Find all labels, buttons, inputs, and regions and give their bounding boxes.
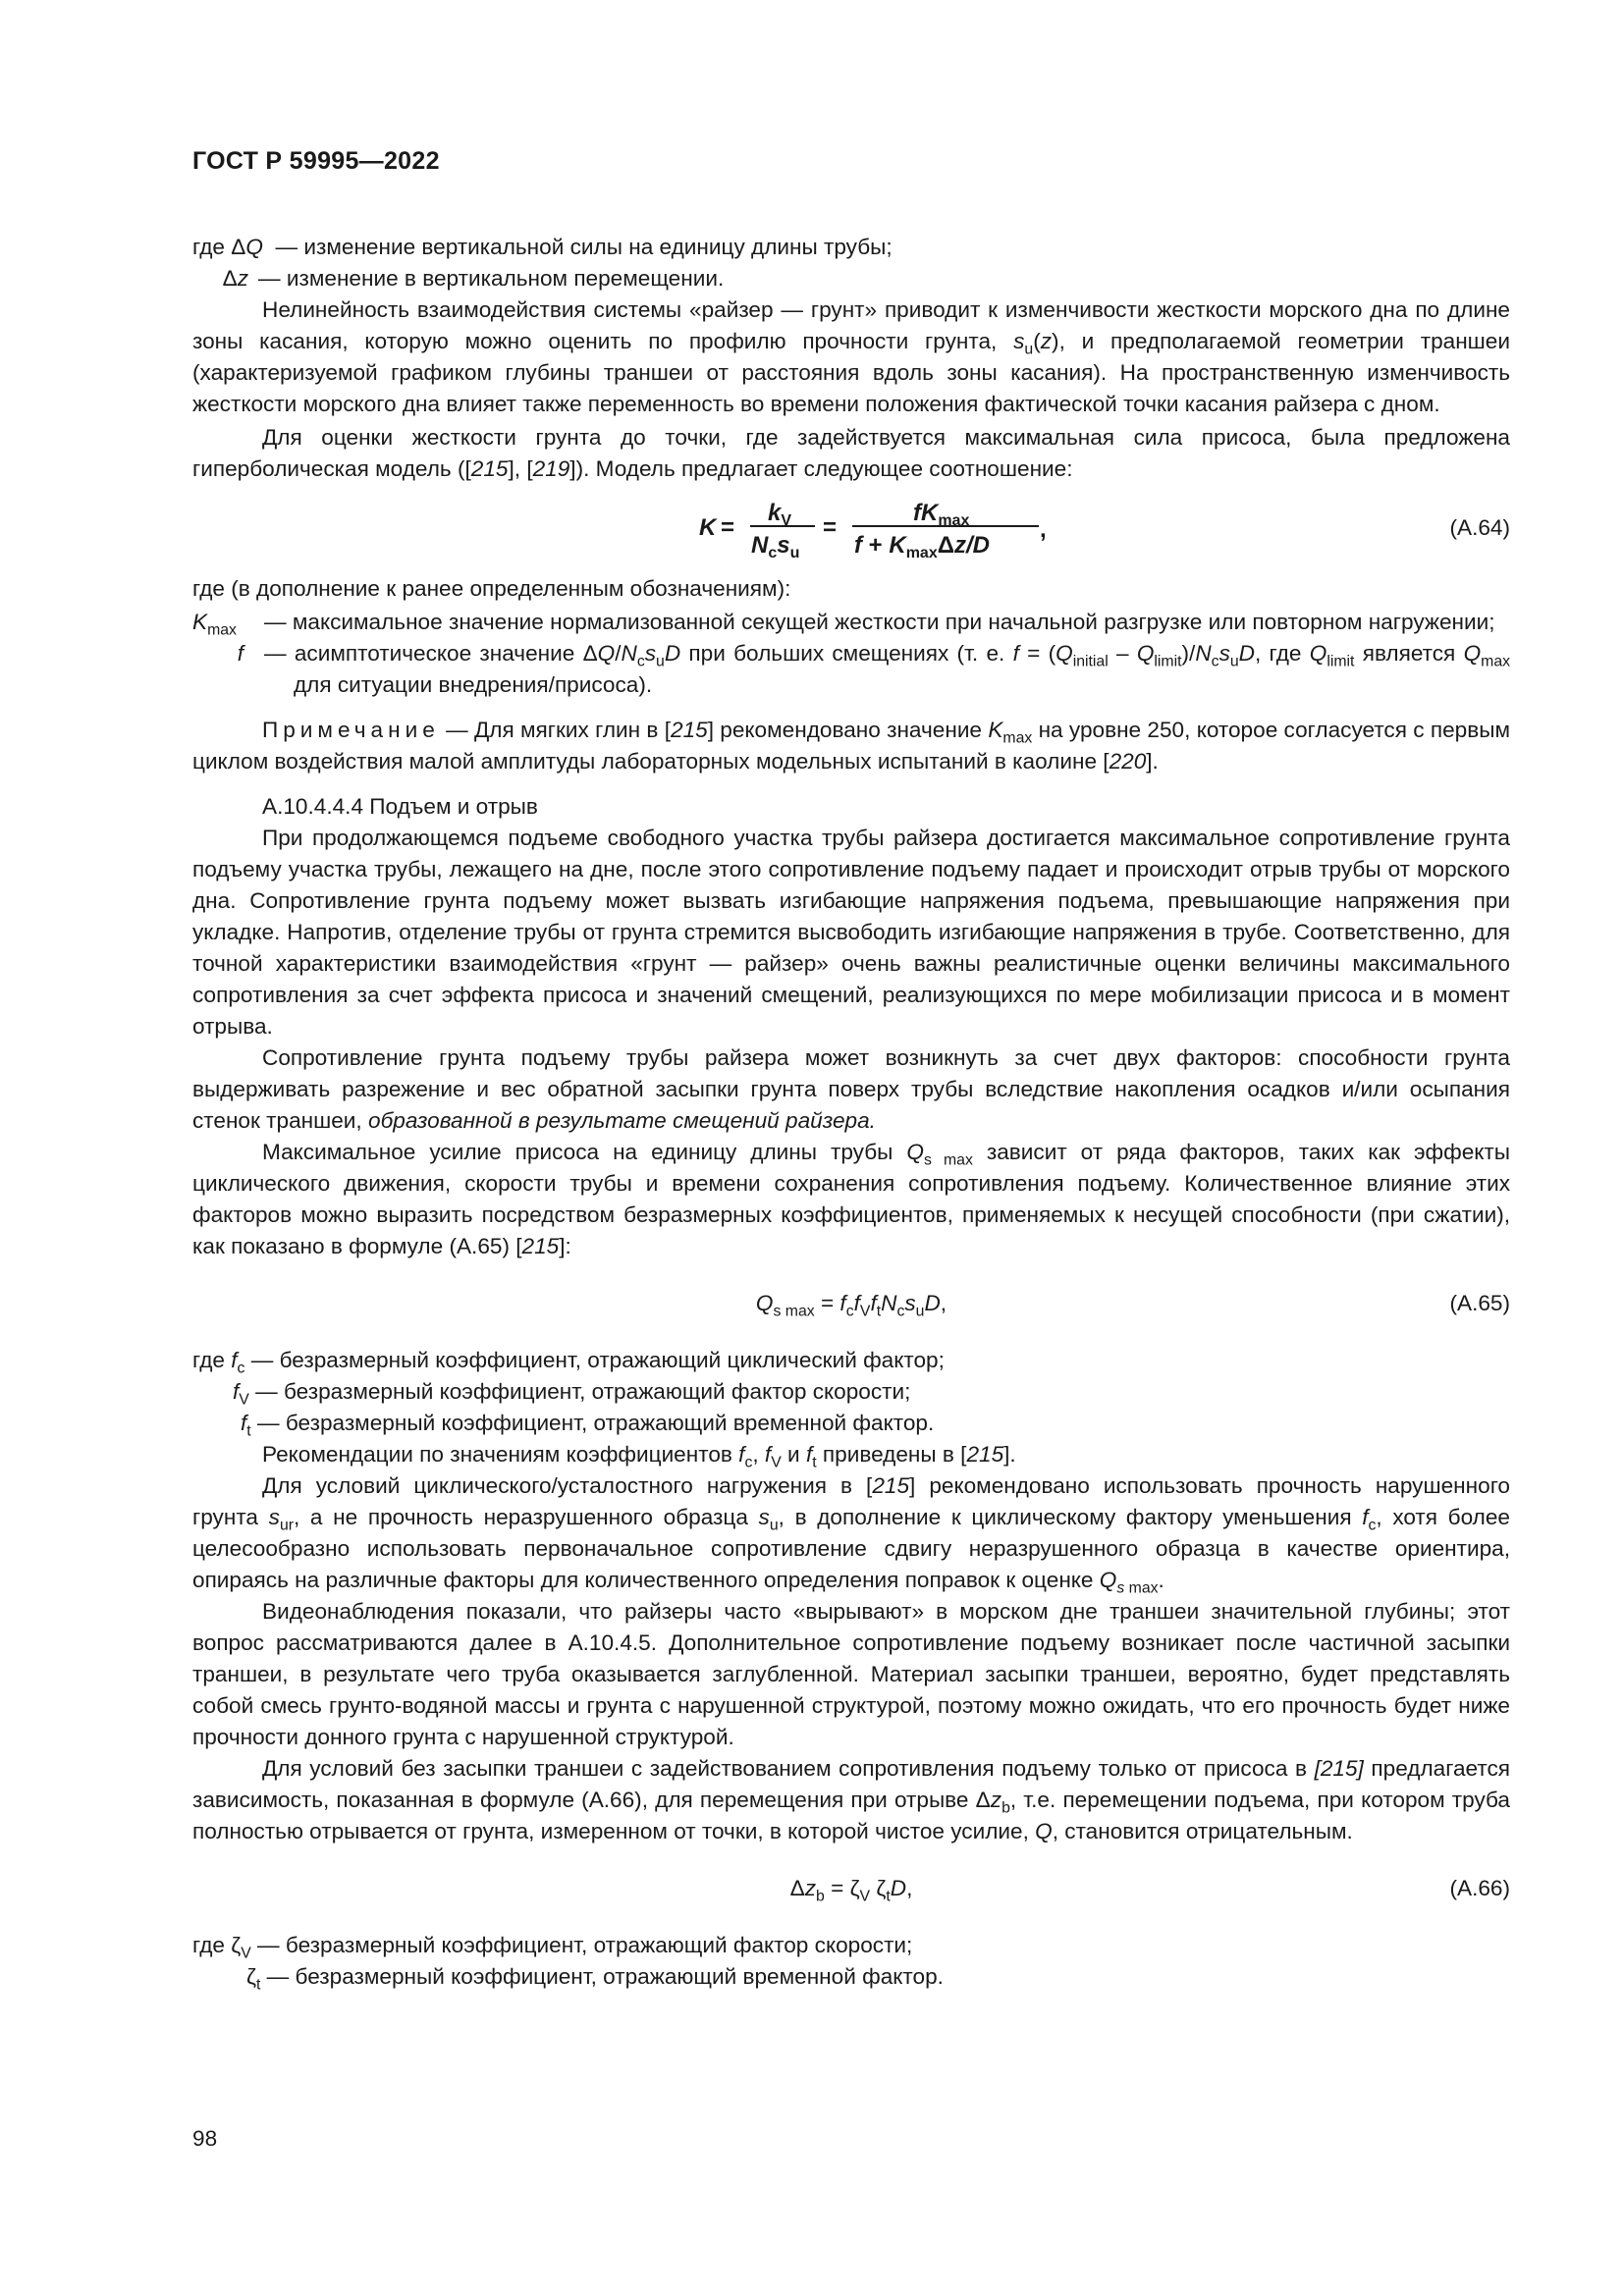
paragraph-cyclic-loading: Для условий циклического/усталостного нагружения в [215] рекомендовано использовать прочность нарушенного грунта $s_{ur}$, а не прочность неразрушенного образца $s_u$, в дополнение к циклическому фактору уменьшения $f_c$, хотя более целесообразно использовать первоначальное сопротивление сдвигу неразрушенного образца в качестве ориентира, опираясь на различные факторы для количественного определения поправок к оценке $Q_{s max}$. — [192, 1473, 1510, 1597]
formula-a65 — [192, 1272, 1510, 1333]
definition-ft: $f_t$ — безразмерный коэффициент, отражающий временной фактор. — [241, 1411, 935, 1440]
svg-text:kV: $k_V$ — [768, 500, 792, 529]
note-label: Примечание — [262, 718, 440, 742]
formula-a66 — [192, 1857, 1510, 1918]
formula-a66-expression: $\Delta z_b = \zeta_V$ $\zeta_tD$, — [789, 1876, 913, 1905]
term-delta-q: где ΔQ — [192, 235, 263, 259]
definition-delta-q: где ΔQ — изменение вертикальной силы на единицу длины трубы; — [192, 235, 893, 259]
formula-a65-number: (А.65) — [1449, 1291, 1510, 1315]
section-title: А.10.4.4.4 Подъем и отрыв — [262, 794, 538, 819]
paragraph-no-backfill: Для условий без засыпки траншеи с задействованием сопротивления подъему только от присоса в [215] предлагается зависимость, показанная в формуле (А.66), для перемещения при отрыве $\Delta z_b$, т.е. перемещении подъема, при котором труба полностью отрывается от грунта, измеренном от точки, в которой чистое усилие, Q, становится отрицательным. — [192, 1756, 1510, 1843]
document-body — [192, 232, 1510, 1993]
formula-a66-number: (А.66) — [1449, 1876, 1510, 1900]
paragraph-recommendations: Рекомендации по значениям коэффициентов $f_c$, $f_V$ и $f_t$ приведены в [215]. — [262, 1442, 1016, 1471]
note-soft-clay: Примечание — Для мягких глин в [215] рекомендовано значение $K_{max}$ на уровне 250, которое согласуется с первым циклом воздействия малой амплитуды лабораторных модельных испытаний в каолине [220]. — [192, 718, 1510, 774]
term-f: f — [237, 641, 244, 666]
paragraph-video-observations: Видеонаблюдения показали, что райзеры часто «вырывают» в морском дне траншеи значительной глубины; этот вопрос рассматриваются далее в А.10.4.5. Дополнительное сопротивление подъему возникает после частичной засыпки траншеи, в результате чего труба оказывается заглубленной. Материал засыпки траншеи, вероятно, будет представлять собой смесь грунто-водяной массы и грунта с нарушенной структурой, поэтому можно ожидать, что его прочность будет ниже прочности донного грунта с нарушенной структурой. — [192, 1599, 1510, 1749]
svg-text:Ncsu: $N_cs_u$ — [751, 532, 800, 560]
definitions-intro: где (в дополнение к ранее определенным обозначениям): — [192, 576, 791, 601]
paragraph-suction-force: Максимальное усилие присоса на единицу длины трубы $Q_{s max}$ зависит от ряда факторов, таких как эффекты циклического движения, скорости трубы и времени сохранения сопротивления подъему. Количественное влияние этих факторов можно выразить посредством безразмерных коэффициентов, применяемых к несущей способности (при сжатии), как показано в формуле (А.65) [215]: — [192, 1140, 1511, 1258]
term-delta-z: Δz — [222, 266, 248, 291]
document-header: ГОСТ Р 59995—2022 — [192, 147, 440, 175]
definition-zeta-t: $\zeta_t$ — безразмерный коэффициент, отражающий временной фактор. — [246, 1964, 944, 1994]
definition-delta-z: Δz — изменение в вертикальном перемещении. — [192, 263, 1510, 294]
page-number: 98 — [192, 2126, 218, 2151]
definition-fv: $f_V$ — безразмерный коэффициент, отражающий фактор скорости; — [233, 1379, 911, 1409]
svg-text:=: = — [823, 514, 838, 541]
term-kmax: $K_{max}$ — [192, 610, 237, 639]
formula-a64-number: (А.64) — [1449, 515, 1510, 540]
definition-fc: где $f_c$ — безразмерный коэффициент, отражающий циклический фактор; — [192, 1348, 945, 1377]
svg-text:=: = — [721, 514, 735, 541]
paragraph-hyperbolic-model: Для оценки жесткости грунта до точки, где задействуется максимальная сила присоса, была предложена гиперболическая модель ([215], [219]). Модель предлагает следующее соотношение: — [192, 425, 1510, 481]
definition-kmax: $K_{max}$ — максимальное значение нормализованной секущей жесткости при начальной разгрузке или повторном нагружении; — [192, 607, 1510, 638]
svg-text:,: , — [1040, 516, 1047, 543]
definition-zeta-v: где $\zeta_V$ — безразмерный коэффициент, отражающий фактор скорости; — [192, 1933, 913, 1962]
svg-text:f + KmaxΔz/D: $f + K_{max}\Delta z/D$ — [854, 532, 990, 560]
svg-text:K: K — [699, 514, 717, 541]
formula-a64 — [192, 495, 1510, 560]
paragraph-uplift: При продолжающемся подъеме свободного участка трубы райзера достигается максимальное сопротивление грунта подъему участка трубы, лежащего на дне, после этого сопротивление подъему падает и происходит отрыв трубы от морского дна. Сопротивление грунта подъему может вызвать изгибающие напряжения подъема, превышающие напряжения при укладке. Напротив, отделение трубы от грунта стремится высвободить изгибающие напряжения в трубе. Соответственно, для точной характеристики взаимодействия «грунт — райзер» очень важны реалистичные оценки величины максимального сопротивления за счет эффекта присоса и значений смещений, реализующихся по мере мобилизации присоса и в момент отрыва. — [192, 826, 1510, 1039]
formula-a65-expression: $Q_{s max} = f_cf_Vf_tN_cs_uD$, — [755, 1291, 947, 1320]
definition-f: f — асимптотическое значение $\Delta Q/N_cs_uD$ при больших смещениях (т. е. $f = (Q_{initial} - Q_{limit})/N_cs_uD$, где $Q_{limit}$ является $Q_{max}$ для ситуации внедрения/присоса). — [192, 638, 1510, 701]
paragraph-resistance-factors: Сопротивление грунта подъему трубы райзера может возникнуть за счет двух факторов: способности грунта выдерживать разрежение и вес обратной засыпки грунта поверх трубы вследствие накопления осадков и/или осыпания стенок траншеи, образованной в результате смещений райзера. — [192, 1045, 1510, 1133]
svg-text:fKmax: $fK_{max}$ — [913, 500, 970, 529]
paragraph-nonlinearity: Нелинейность взаимодействия системы «райзер — грунт» приводит к изменчивости жесткости морского дна по длине зоны касания, которую можно оценить по профилю прочности грунта, $s_u(z)$, и предполагаемой геометрии траншеи (характеризуемой графиком глубины траншеи от расстояния вдоль зоны касания). На пространственную изменчивость жесткости морского дна влияет также переменность во времени положения фактической точки касания райзера с дном. — [192, 297, 1510, 416]
formula-a64-expression — [699, 495, 1210, 560]
